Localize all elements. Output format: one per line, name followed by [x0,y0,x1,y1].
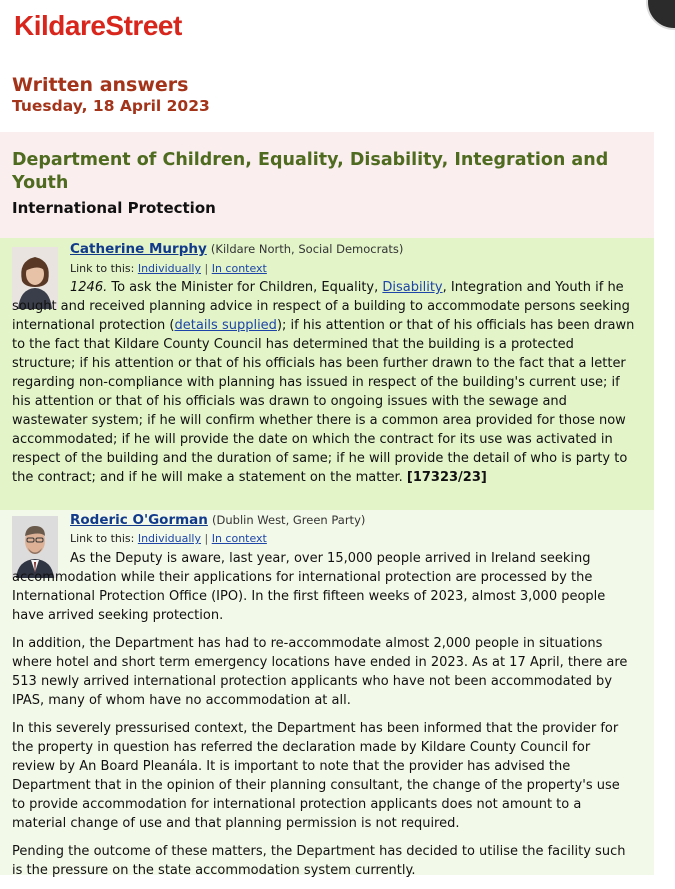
speaker-name-link[interactable]: Catherine Murphy [70,241,207,257]
answer-text [12,549,636,889]
question-text-part-1: To ask the Minister for Children, Equality, [107,280,383,295]
link-individually[interactable]: Individually [137,532,201,545]
answer-paragraph: As the Deputy is aware, last year, over 15,000 people arrived in Ireland seeking accommodation while their applications for international protection are processed by the International Protection Office (IPO). In the first fifteen weeks of 2023, almost 3,000 people have arrived seeking protection. [12,551,606,623]
details-supplied-link[interactable]: details supplied [174,318,277,333]
permalink-bar [70,261,267,277]
section-date: Tuesday, 18 April 2023 [12,97,210,115]
link-prefix: Link to this: [70,262,135,275]
speaker-constituency: (Kildare North, Social Democrats) [210,242,404,256]
question-block [0,238,654,510]
question-number: 1246. [70,280,108,295]
department-title: Department of Children, Equality, Disability, Integration and Youth [12,150,609,193]
answer-speaker-line [70,511,365,530]
link-separator: | [204,262,209,275]
question-reference: [17323/23] [406,470,487,485]
link-separator: | [204,532,209,545]
link-individually[interactable]: Individually [137,262,201,275]
question-text-part-3: ); if his attention or that of his officials has been drawn to the fact that Kildare County Council has determined that the building is a protected structure; if his attention or that of his officials has been further drawn to the fact that a letter regarding non-compliance with planning has issued in respect of the building's current use; if his attention or that of his officials was drawn to ongoing issues with the sewage and wastewater system; if he will confirm whether there is a common area provided for those now accommodated; if he will provide the date on which the contract for its use was activated in respect of the building and the duration of same; if he will provide the detail of who is party to the contract; and if he will make a statement on the matter. [12,318,635,485]
department-header [0,132,654,238]
speaker-constituency: (Dublin West, Green Party) [212,513,366,527]
answer-paragraph: In this severely pressurised context, the Department has been informed that the provider for the property in question has referred the declaration made by Kildare County Council for review by An Board Pleanála. It is important to note that the provider has advised the Department that in the opinion of their planning consultant, the change of the property's use to provide accommodation for international protection applicants does not amount to a material change of use and that planning permission is not required. [12,721,620,831]
answer-block [0,510,654,878]
permalink-bar [70,531,267,547]
topic-title: International Protection [12,199,216,217]
glossary-link-disability[interactable]: Disability [382,280,443,295]
question-speaker-line [70,240,403,259]
link-in-context[interactable]: In context [211,532,267,545]
link-in-context[interactable]: In context [211,262,267,275]
floating-action-button[interactable] [646,0,675,30]
site-logo[interactable]: KildareStreet [14,10,182,41]
answer-paragraph: Pending the outcome of these matters, the Department has decided to utilise the facility such is the pressure on the state accommodation system currently. [12,844,626,878]
section-header [12,74,210,117]
section-title: Written answers [12,74,189,96]
question-text [12,278,636,487]
question-text-part-2: , Integration and Youth if he sought and received planning advice in respect of a building to accommodate persons seeking international protection ( [12,280,630,333]
speaker-name-link[interactable]: Roderic O'Gorman [70,512,208,528]
answer-paragraph: In addition, the Department has had to re-accommodate almost 2,000 people in situations where hotel and short term emergency locations have ended in 2023. As at 17 April, there are 513 newly arrived international protection applicants who have not been accommodated by IPAS, many of whom have no accommodation at all. [12,636,628,708]
link-prefix: Link to this: [70,532,135,545]
